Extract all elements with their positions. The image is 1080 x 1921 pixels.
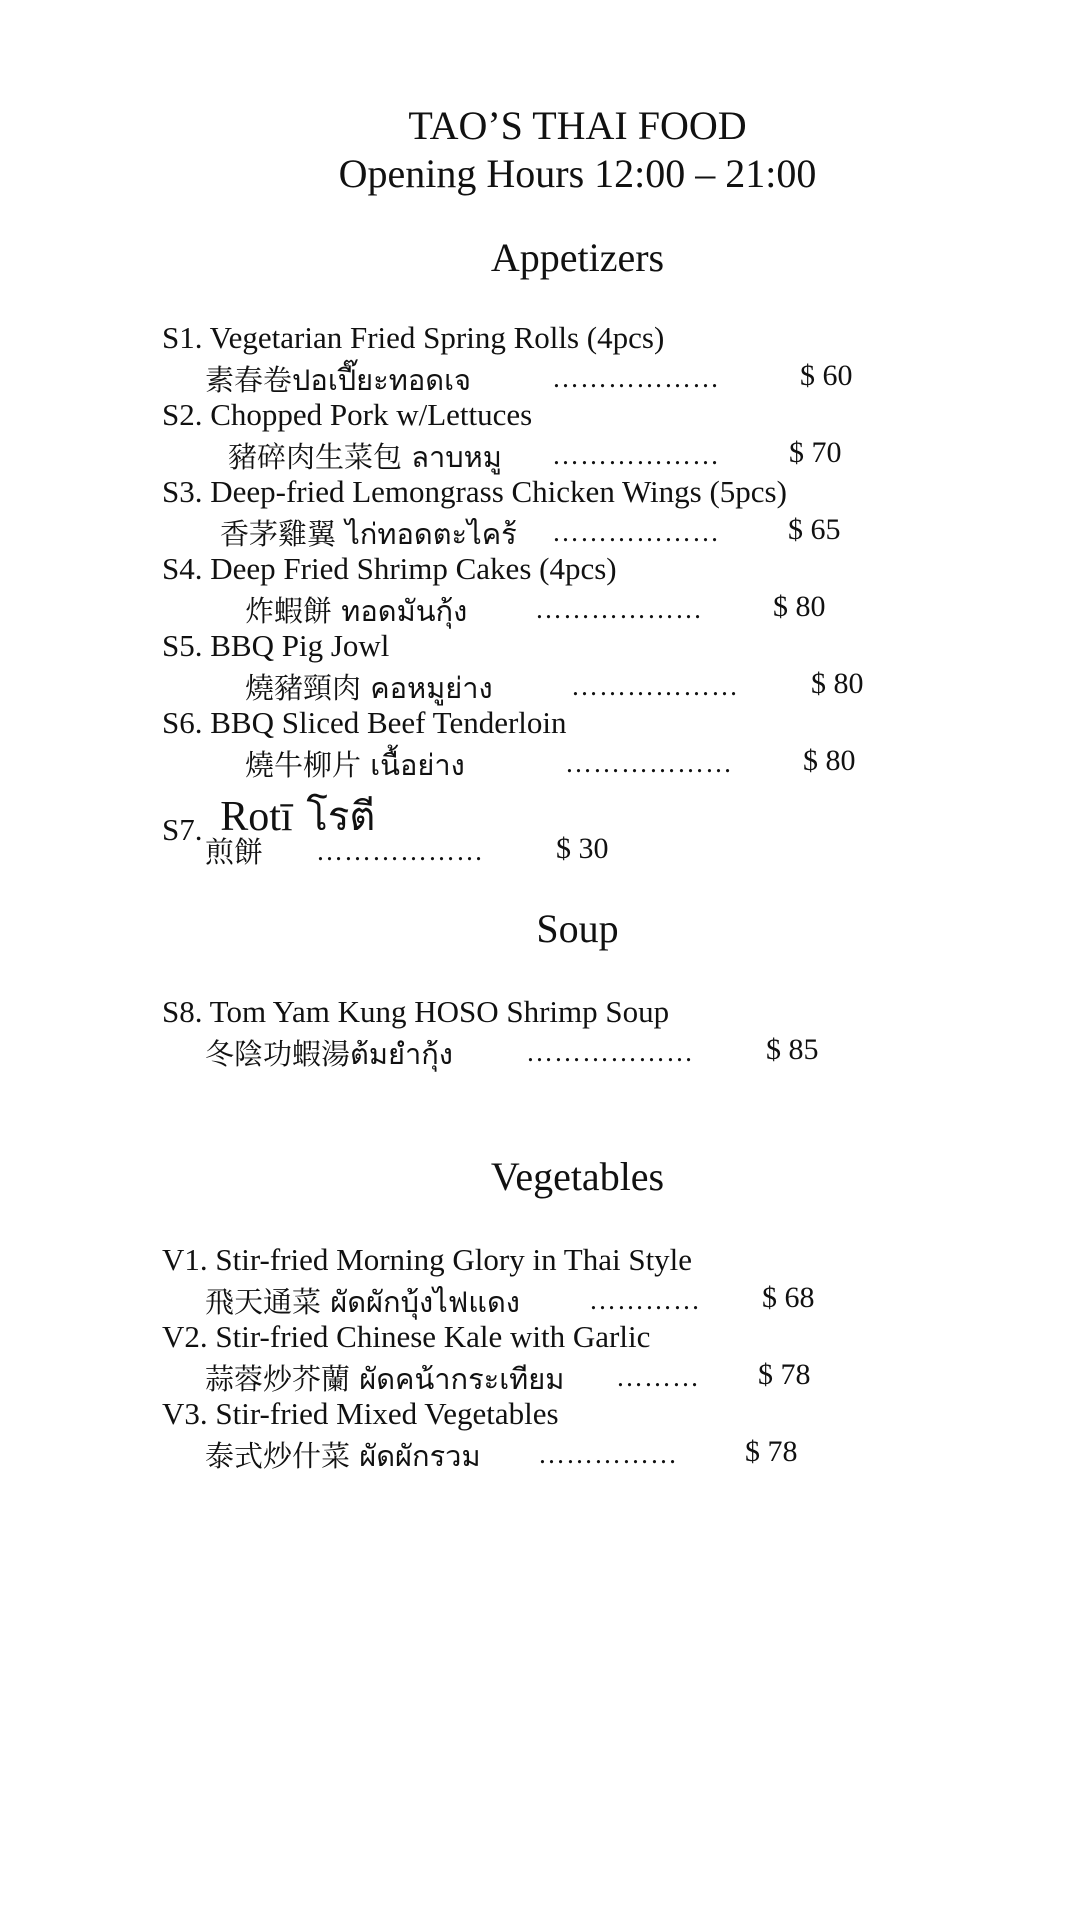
item-s6-name: S6. BBQ Sliced Beef Tenderloin (162, 705, 567, 740)
item-v3-price: $ 78 (745, 1435, 798, 1468)
item-v3-name: V3. Stir-fried Mixed Vegetables (162, 1396, 559, 1431)
item-s2-local-name: 豬碎肉生菜包 ลาบหมู (228, 440, 502, 474)
section-heading-soup: Soup (536, 906, 619, 951)
item-s7-price: $ 30 (556, 832, 609, 865)
item-v3-leader-dots: …………… (538, 1439, 678, 1469)
item-s8-name: S8. Tom Yam Kung HOSO Shrimp Soup (162, 994, 670, 1029)
item-s6-leader-dots: ……………… (565, 748, 733, 778)
item-s1-local-name: 素春卷ปอเปี๊ยะทอดเจ (205, 363, 471, 397)
item-s6-price: $ 80 (803, 744, 856, 777)
item-v2-local-name: 蒜蓉炒芥蘭 ผัดคน้ากระเทียม (205, 1362, 565, 1396)
item-s6-local-name: 燒牛柳片 เนื้อย่าง (245, 748, 465, 782)
item-s2-price: $ 70 (789, 436, 842, 469)
item-s5-name: S5. BBQ Pig Jowl (162, 628, 390, 663)
item-s3-name: S3. Deep-fried Lemongrass Chicken Wings (5pcs) (162, 474, 787, 509)
opening-hours: Opening Hours 12:00 – 21:00 (338, 151, 817, 196)
item-s7-thai-name: โรตี (306, 794, 376, 840)
item-v2-name: V2. Stir-fried Chinese Kale with Garlic (162, 1319, 651, 1354)
item-s4-local-name: 炸蝦餅 ทอดมันกุ้ง (245, 594, 468, 628)
item-v1-local-name: 飛天通菜 ผัดผักบุ้งไฟแดง (205, 1285, 520, 1319)
item-s4-price: $ 80 (773, 590, 826, 623)
item-s1-price: $ 60 (800, 359, 853, 392)
item-s7-name: Rotī (220, 794, 293, 840)
item-s8-leader-dots: ……………… (526, 1037, 694, 1067)
item-s7-leader-dots: ……………… (316, 836, 484, 866)
item-s4-leader-dots: ……………… (535, 594, 703, 624)
item-s1-leader-dots: ……………… (552, 363, 720, 393)
item-v3-local-name: 泰式炒什菜 ผัดผักรวม (205, 1439, 481, 1473)
item-v1-name: V1. Stir-fried Morning Glory in Thai Style (162, 1242, 693, 1277)
item-v2-leader-dots: ……… (616, 1362, 700, 1392)
item-s7-code: S7. (162, 812, 203, 847)
item-s1-name: S1. Vegetarian Fried Spring Rolls (4pcs) (162, 320, 665, 355)
item-s3-price: $ 65 (788, 513, 841, 546)
item-s2-name: S2. Chopped Pork w/Lettuces (162, 397, 533, 432)
item-s2-leader-dots: ……………… (552, 440, 720, 470)
item-v1-leader-dots: ………… (589, 1285, 701, 1315)
restaurant-title: TAO’S THAI FOOD (408, 103, 747, 148)
item-s5-price: $ 80 (811, 667, 864, 700)
item-s8-price: $ 85 (766, 1033, 819, 1066)
item-v2-price: $ 78 (758, 1358, 811, 1391)
item-s4-name: S4. Deep Fried Shrimp Cakes (4pcs) (162, 551, 617, 586)
section-heading-vegetables: Vegetables (490, 1154, 665, 1199)
item-s3-local-name: 香茅雞翼 ไก่ทอดตะไคร้ (220, 517, 517, 551)
item-v1-price: $ 68 (762, 1281, 815, 1314)
item-s5-leader-dots: ……………… (571, 671, 739, 701)
item-s3-leader-dots: ……………… (552, 517, 720, 547)
item-s8-local-name: 冬陰功蝦湯ต้มยำกุ้ง (205, 1037, 453, 1071)
section-heading-appetizers: Appetizers (490, 235, 665, 280)
item-s7-local-name: 煎餅 (205, 835, 264, 869)
item-s5-local-name: 燒豬頸肉 คอหมูย่าง (245, 671, 493, 705)
